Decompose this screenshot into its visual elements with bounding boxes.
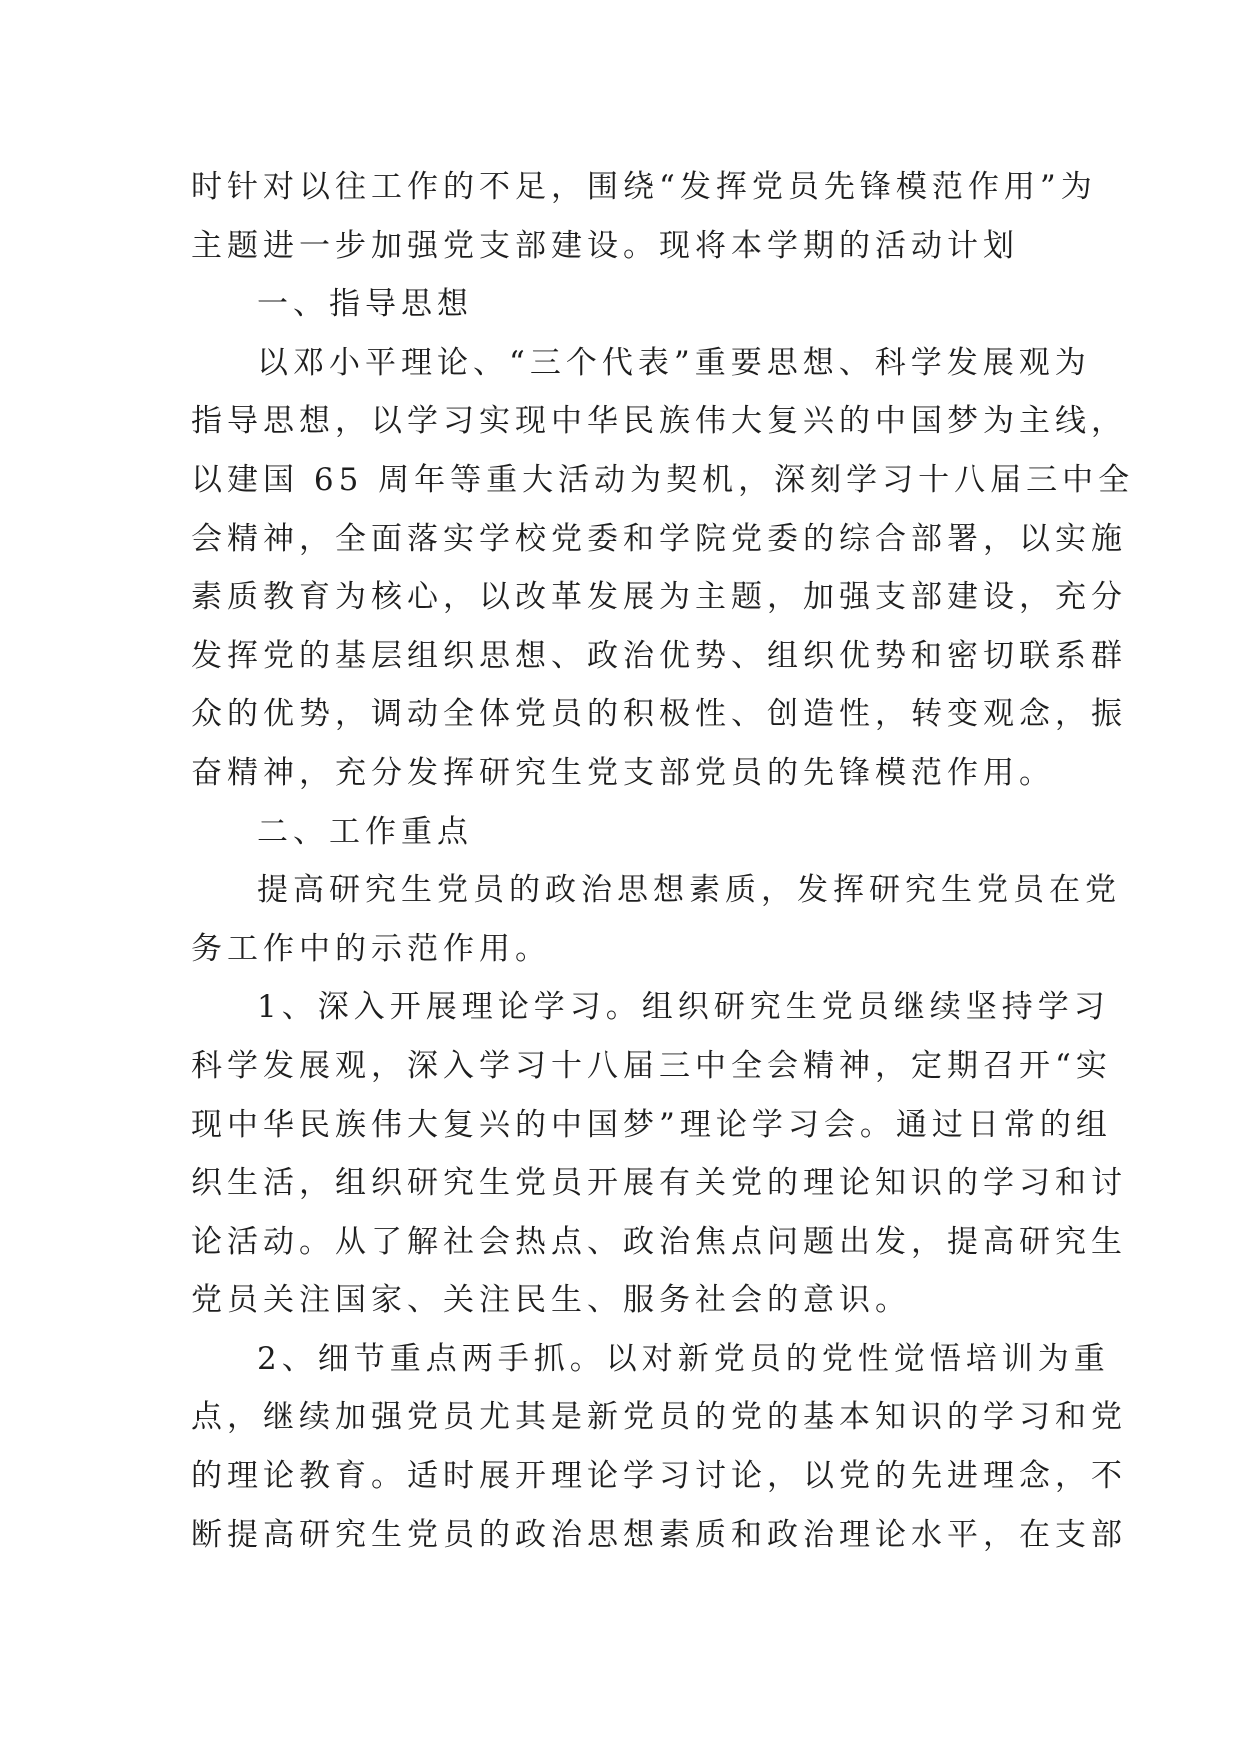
text-line: 以建国 65 周年等重大活动为契机，深刻学习十八届三中全: [191, 461, 1135, 498]
text-line: 素质教育为核心，以改革发展为主题，加强支部建设，充分: [191, 579, 1127, 616]
text-line: 奋精神，充分发挥研究生党支部党员的先锋模范作用。: [191, 754, 1055, 791]
text-line: 点，继续加强党员尤其是新党员的党的基本知识的学习和党: [191, 1399, 1127, 1436]
text-line: 指导思想，以学习实现中华民族伟大复兴的中国梦为主线，: [191, 403, 1127, 440]
text-line: 发挥党的基层组织思想、政治优势、组织优势和密切联系群: [191, 637, 1127, 674]
text-line: 以邓小平理论、“三个代表”重要思想、科学发展观为: [257, 344, 1091, 381]
text-line: 2、细节重点两手抓。以对新党员的党性觉悟培训为重: [257, 1340, 1110, 1377]
text-line: 科学发展观，深入学习十八届三中全会精神，定期召开“实: [191, 1047, 1112, 1084]
document-body: [191, 158, 1135, 1564]
text-line: 众的优势，调动全体党员的积极性、创造性，转变观念，振: [191, 696, 1127, 733]
text-line: 一、指导思想: [257, 286, 473, 323]
text-line: 断提高研究生党员的政治思想素质和政治理论水平，在支部: [191, 1516, 1127, 1553]
text-line: 会精神，全面落实学校党委和学院党委的综合部署，以实施: [191, 520, 1127, 557]
text-line: 论活动。从了解社会热点、政治焦点问题出发，提高研究生: [191, 1223, 1127, 1260]
text-line: 党员关注国家、关注民生、服务社会的意识。: [191, 1282, 911, 1319]
text-line: 织生活，组织研究生党员开展有关党的理论知识的学习和讨: [191, 1165, 1127, 1202]
text-line: 1、深入开展理论学习。组织研究生党员继续坚持学习: [257, 989, 1110, 1026]
text-line: 主题进一步加强党支部建设。现将本学期的活动计划: [191, 227, 1019, 264]
text-line: 时针对以往工作的不足，围绕“发挥党员先锋模范作用”为: [191, 169, 1097, 205]
text-line: 务工作中的示范作用。: [191, 930, 551, 967]
text-line: 现中华民族伟大复兴的中国梦”理论学习会。通过日常的组: [191, 1106, 1112, 1143]
text-line: 提高研究生党员的政治思想素质，发挥研究生党员在党: [257, 872, 1121, 909]
text-line: 二、工作重点: [257, 813, 473, 850]
text-line: 的理论教育。适时展开理论学习讨论，以党的先进理念，不: [191, 1458, 1127, 1495]
